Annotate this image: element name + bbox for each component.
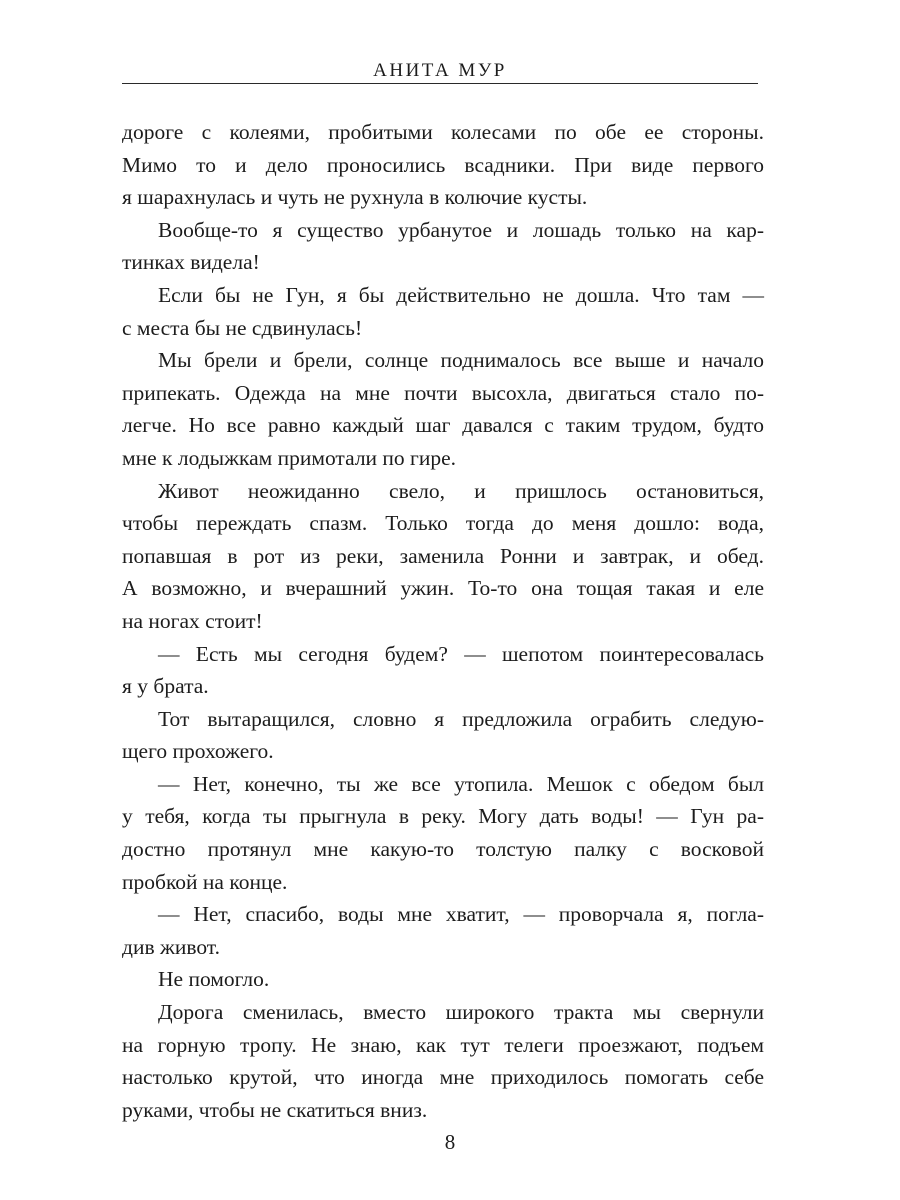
- text-line: — Нет, спасибо, воды мне хватит, — проворчала я, погла-: [158, 902, 764, 927]
- text-line: я у брата.: [122, 674, 209, 699]
- text-line: щего прохожего.: [122, 739, 274, 764]
- text-line: настолько крутой, что иногда мне приходилось помогать себе: [122, 1065, 764, 1090]
- text-line: Дорога сменилась, вместо широкого тракта мы свернули: [158, 1000, 764, 1025]
- text-line: у тебя, когда ты прыгнула в реку. Могу дать воды! — Гун ра-: [122, 804, 764, 829]
- page-body-text: [122, 116, 764, 1126]
- text-line: Если бы не Гун, я бы действительно не дошла. Что там —: [158, 282, 764, 307]
- text-line: на ногах стоит!: [122, 608, 263, 633]
- text-line: припекать. Одежда на мне почти высохла, двигаться стало по-: [122, 380, 764, 405]
- text-line: мне к лодыжкам примотали по гире.: [122, 445, 457, 470]
- text-line: пробкой на конце.: [122, 869, 288, 894]
- text-line: на горную тропу. Не знаю, как тут телеги проезжают, подъем: [122, 1032, 764, 1057]
- text-line: достно протянул мне какую-то толстую палку с восковой: [122, 837, 764, 862]
- running-head-author: АНИТА МУР: [373, 60, 507, 81]
- text-line: руками, чтобы не скатиться вниз.: [122, 1097, 428, 1122]
- page-number: 8: [444, 1130, 456, 1154]
- text-line: — Нет, конечно, ты же все утопила. Мешок с обедом был: [158, 771, 764, 796]
- text-line: тинках видела!: [122, 250, 260, 275]
- text-line: див живот.: [122, 934, 220, 959]
- text-line: чтобы переждать спазм. Только тогда до меня дошло: вода,: [122, 511, 764, 536]
- text-line: дороге с колеями, пробитыми колесами по обе ее стороны.: [122, 120, 764, 144]
- text-line: Тот вытаращился, словно я предложила ограбить следую-: [158, 706, 764, 731]
- text-line: — Есть мы сегодня будем? — шепотом поинтересовалась: [158, 641, 764, 666]
- header-rule: [122, 83, 758, 84]
- text-line: Мимо то и дело проносились всадники. При виде первого: [122, 152, 764, 177]
- text-line: Живот неожиданно свело, и пришлось остановиться,: [158, 478, 764, 503]
- text-line: Не помогло.: [158, 967, 270, 992]
- text-line: попавшая в рот из реки, заменила Ронни и завтрак, и обед.: [122, 543, 764, 568]
- text-line: А возможно, и вчерашний ужин. То-то она тощая такая и еле: [122, 576, 764, 601]
- text-line: Мы брели и брели, солнце поднималось все выше и начало: [158, 348, 764, 373]
- text-line: с места бы не сдвинулась!: [122, 315, 363, 340]
- text-line: я шарахнулась и чуть не рухнула в колючие кусты.: [122, 185, 588, 210]
- text-line: Вообще-то я существо урбанутое и лошадь только на кар-: [158, 217, 764, 242]
- text-line: легче. Но все равно каждый шаг давался с таким трудом, будто: [122, 413, 764, 438]
